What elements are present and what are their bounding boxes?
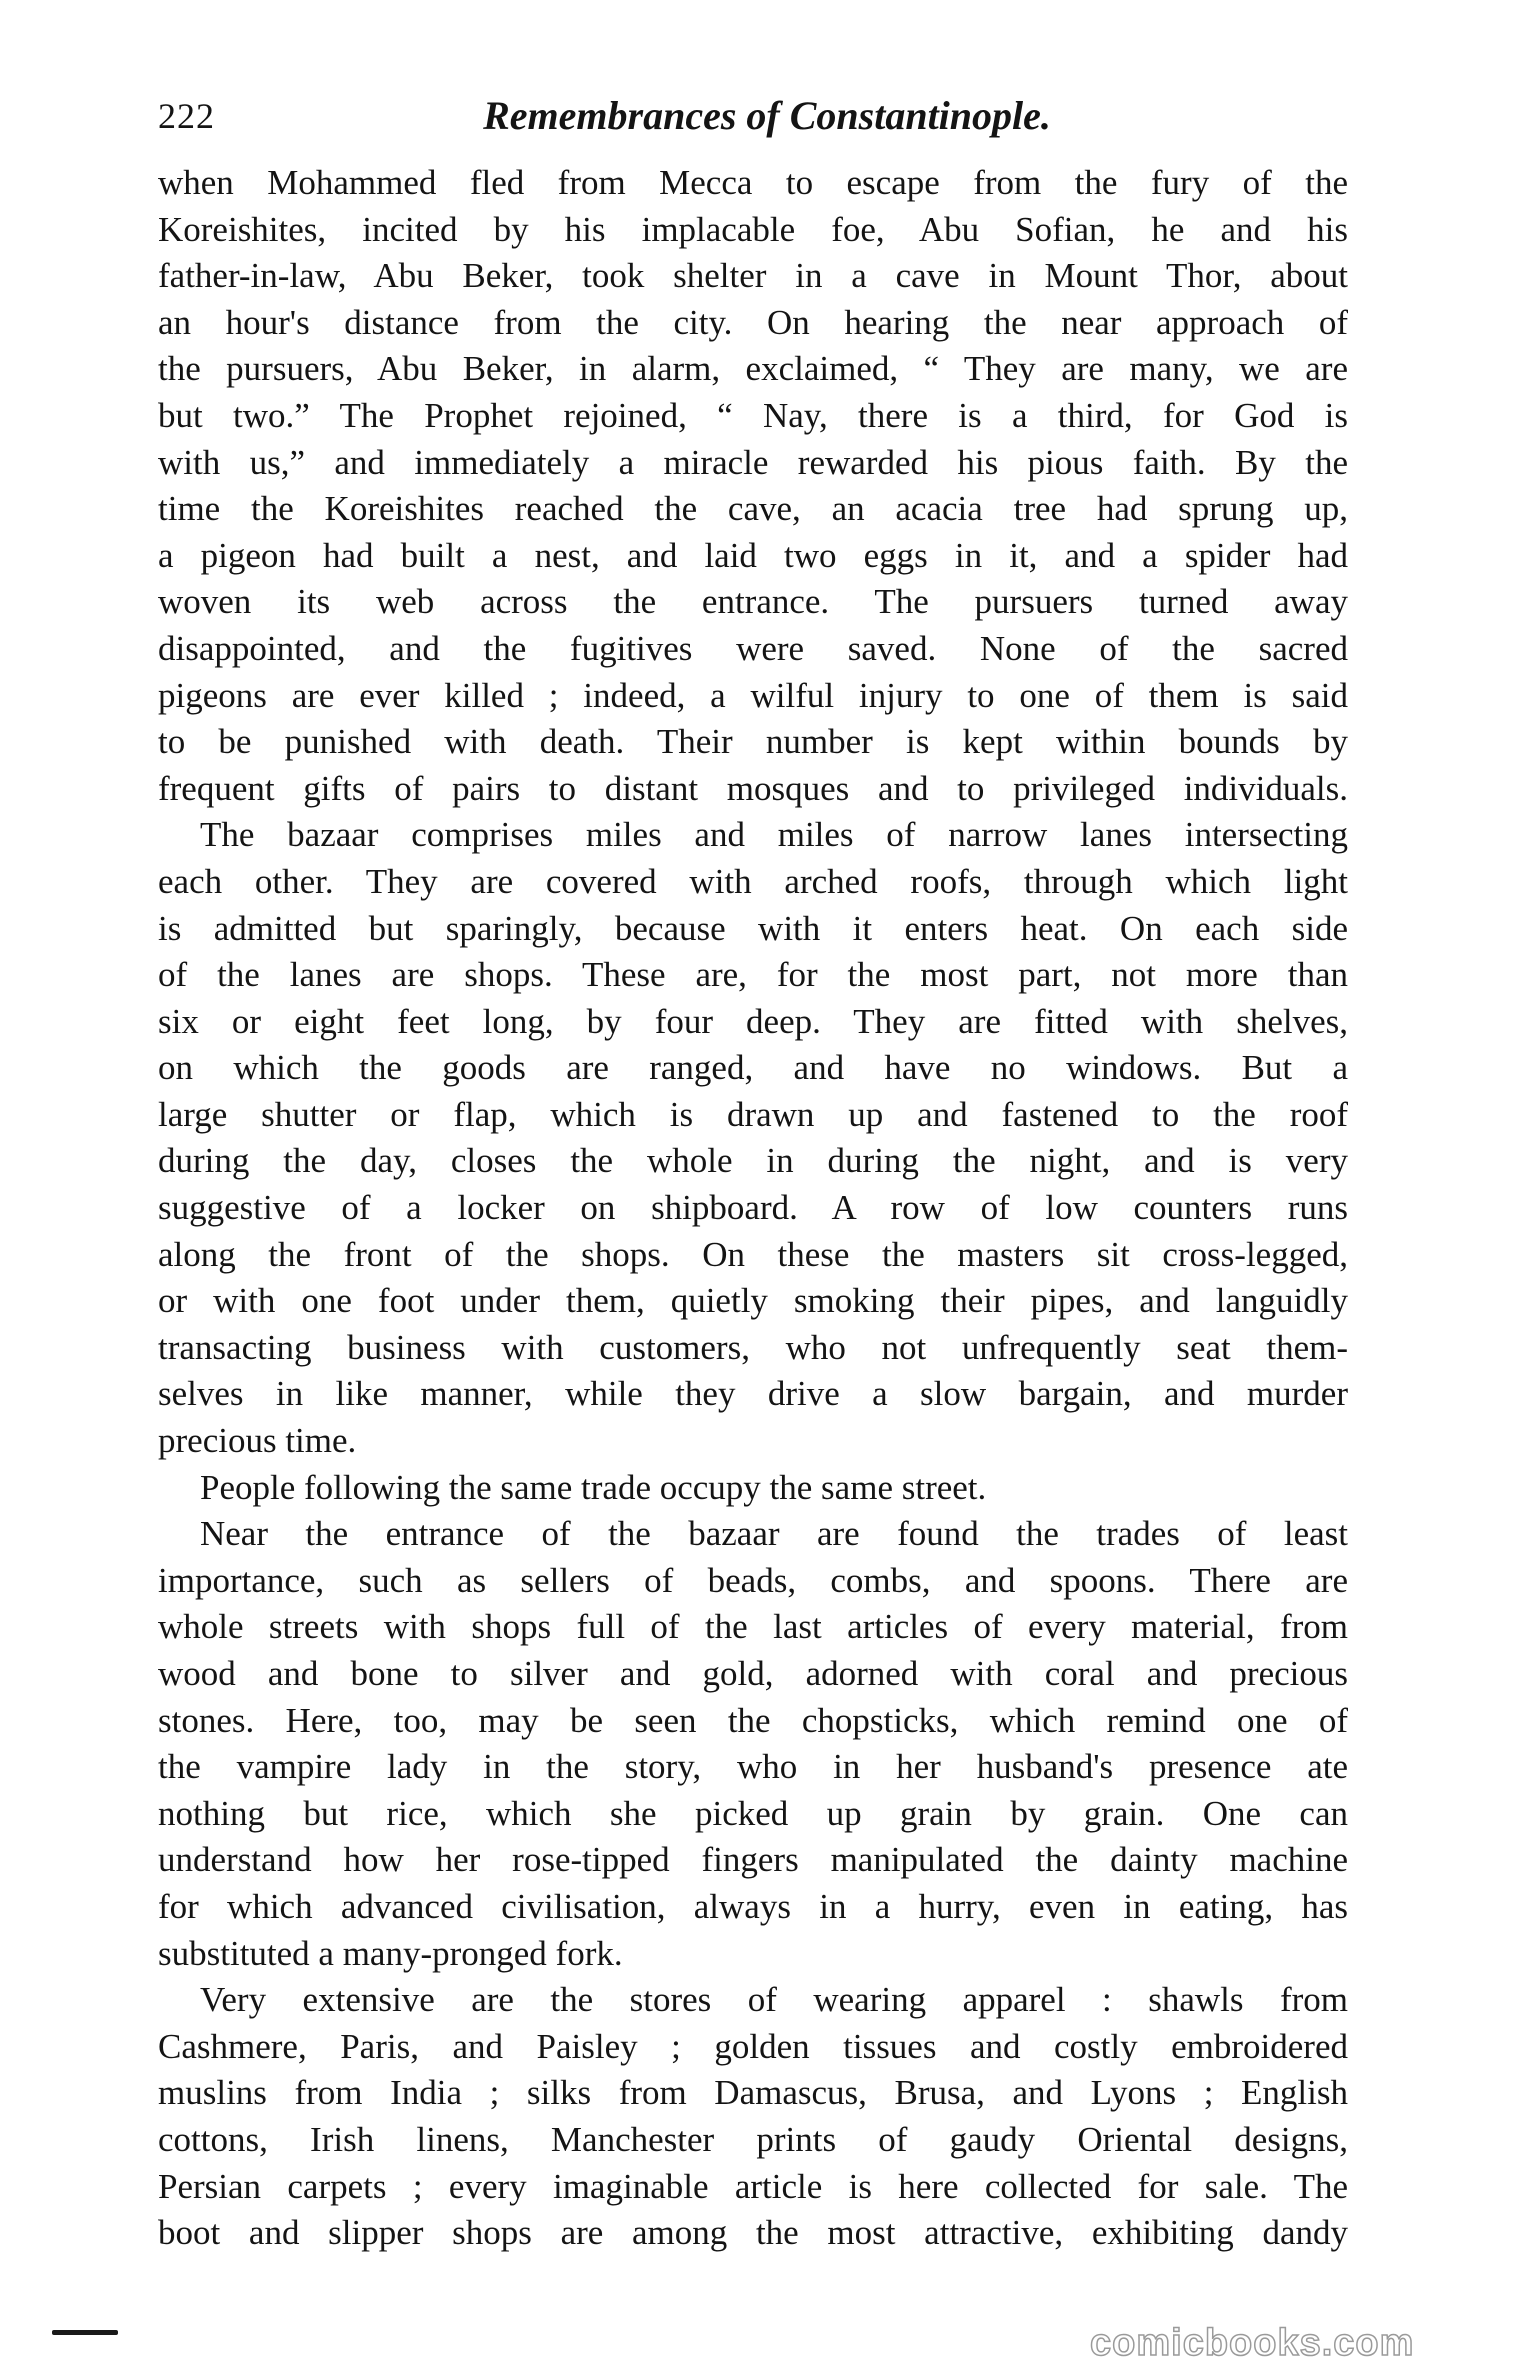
page-number: 222 [158, 96, 215, 136]
margin-mark [52, 2330, 118, 2335]
text-line: for which advanced civilisation, always in a hurry, even in eating, has [158, 1886, 1348, 1926]
running-head [158, 88, 1346, 144]
text-line: an hour's distance from the city. On hearing the near approach of [158, 302, 1348, 342]
text-line: father-in-law, Abu Beker, took shelter in a cave in Mount Thor, about [158, 256, 1348, 296]
text-line: muslins from India ; silks from Damascus, Brusa, and Lyons ; English [158, 2073, 1348, 2113]
text-line: Near the entrance of the bazaar are found the trades of least [200, 1514, 1348, 1554]
text-line: selves in like manner, while they drive a slow bargain, and murder [158, 1374, 1348, 1414]
running-title: Remembrances of Constantinople. [483, 93, 1051, 138]
watermark-text: comicbooks.com [1090, 2322, 1415, 2364]
text-line: to be punished with death. Their number is kept within bounds by [158, 722, 1348, 762]
text-line: transacting business with customers, who not unfrequently seat them- [158, 1327, 1348, 1367]
text-line: Koreishites, incited by his implacable foe, Abu Sofian, he and his [158, 209, 1348, 249]
text-line: woven its web across the entrance. The pursuers turned away [158, 582, 1348, 622]
text-line: along the front of the shops. On these the masters sit cross-legged, [158, 1234, 1348, 1274]
text-line: suggestive of a locker on shipboard. A row of low counters runs [158, 1188, 1348, 1228]
text-line: People following the same trade occupy the same street. [200, 1467, 987, 1507]
text-line: of the lanes are shops. These are, for the most part, not more than [158, 955, 1348, 995]
text-line: large shutter or flap, which is drawn up and fastened to the roof [158, 1094, 1348, 1134]
text-line: substituted a many-pronged fork. [158, 1933, 623, 1973]
text-line: nothing but rice, which she picked up grain by grain. One can [158, 1793, 1348, 1833]
text-line: frequent gifts of pairs to distant mosques and to privileged individuals. [158, 768, 1348, 808]
text-line: Cashmere, Paris, and Paisley ; golden tissues and costly embroidered [158, 2026, 1348, 2066]
text-line: time the Koreishites reached the cave, an acacia tree had sprung up, [158, 489, 1348, 529]
text-line: boot and slipper shops are among the most attractive, exhibiting dandy [158, 2213, 1348, 2253]
text-line: a pigeon had built a nest, and laid two eggs in it, and a spider had [158, 535, 1348, 575]
text-line: stones. Here, too, may be seen the chopsticks, which remind one of [158, 1700, 1348, 1740]
text-line: disappointed, and the fugitives were saved. None of the sacred [158, 628, 1348, 668]
text-line: Very extensive are the stores of wearing apparel : shawls from [200, 1980, 1348, 2020]
text-line: the pursuers, Abu Beker, in alarm, exclaimed, “ They are many, we are [158, 349, 1348, 389]
text-line: The bazaar comprises miles and miles of narrow lanes intersecting [200, 815, 1348, 855]
text-line: understand how her rose-tipped fingers manipulated the dainty machine [158, 1840, 1348, 1880]
text-line: but two.” The Prophet rejoined, “ Nay, there is a third, for God is [158, 395, 1348, 435]
body-text [158, 160, 1348, 2257]
text-line: each other. They are covered with arched roofs, through which light [158, 861, 1348, 901]
text-line: wood and bone to silver and gold, adorned with coral and precious [158, 1654, 1348, 1693]
text-line: on which the goods are ranged, and have no windows. But a [158, 1048, 1348, 1088]
text-line: importance, such as sellers of beads, combs, and spoons. There are [158, 1560, 1348, 1600]
text-line: cottons, Irish linens, Manchester prints of gaudy Oriental designs, [158, 2119, 1348, 2159]
text-line: the vampire lady in the story, who in her husband's presence ate [158, 1747, 1348, 1787]
text-line: when Mohammed fled from Mecca to escape from the fury of the [158, 163, 1348, 202]
text-line: whole streets with shops full of the last articles of every material, from [158, 1607, 1348, 1647]
text-line: during the day, closes the whole in during the night, and is very [158, 1141, 1348, 1181]
text-line: with us,” and immediately a miracle rewarded his pious faith. By the [158, 442, 1348, 482]
text-line: six or eight feet long, by four deep. They are fitted with shelves, [158, 1001, 1348, 1041]
text-line: pigeons are ever killed ; indeed, a wilful injury to one of them is said [158, 675, 1348, 715]
text-line: or with one foot under them, quietly smoking their pipes, and languidly [158, 1281, 1348, 1321]
text-line: precious time. [158, 1421, 357, 1461]
text-line: Persian carpets ; every imaginable article is here collected for sale. The [158, 2166, 1348, 2206]
text-line: is admitted but sparingly, because with it enters heat. On each side [158, 908, 1348, 948]
